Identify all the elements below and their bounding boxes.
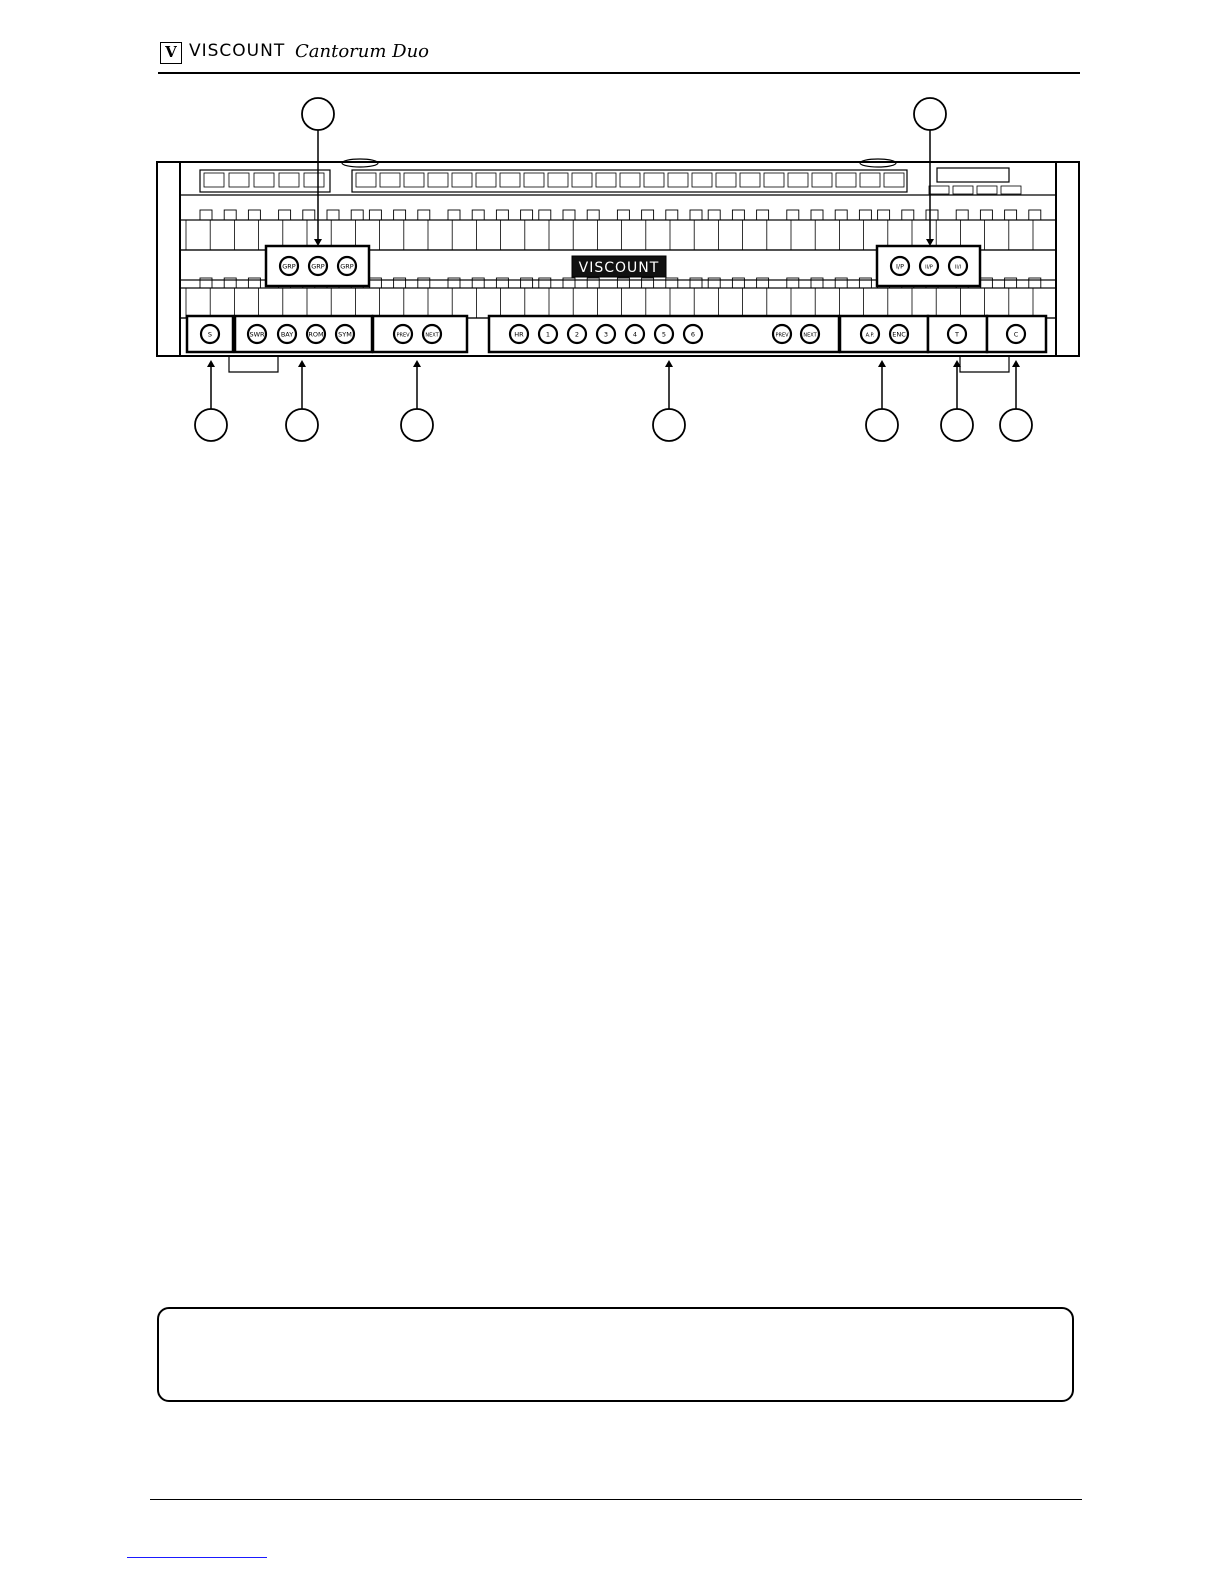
piston-label: 5 [661, 330, 667, 339]
callout-circle [1000, 409, 1032, 441]
brand-name: VISCOUNT [189, 41, 286, 61]
black-key [811, 210, 823, 220]
piston-button [278, 325, 296, 343]
usb-port [977, 186, 997, 194]
piston-button [423, 325, 441, 343]
piston-button [307, 325, 325, 343]
usb-port [929, 186, 949, 194]
piston-button [336, 325, 354, 343]
callout [401, 360, 433, 441]
piston-button [280, 257, 298, 275]
callout-arrowhead [413, 360, 421, 367]
right-foot [960, 356, 1009, 372]
upper-right-piston-group [877, 246, 980, 286]
note-box [157, 1307, 1074, 1402]
callout-arrowhead [878, 360, 886, 367]
piston-label: HR [514, 330, 524, 339]
top-stop-tab [644, 173, 664, 187]
callout-circle [914, 98, 946, 130]
piston-label: PREV [775, 332, 789, 339]
black-key [303, 210, 315, 220]
piston-label: 4 [632, 330, 638, 339]
top-stop-tab [596, 173, 616, 187]
callout [286, 360, 318, 441]
black-key [448, 210, 460, 220]
piston-button [920, 257, 938, 275]
piston-label: NEXT [803, 332, 817, 339]
black-key [617, 210, 629, 220]
top-stop-tab [572, 173, 592, 187]
model-name: Cantorum Duo [295, 41, 430, 62]
black-key [787, 210, 799, 220]
top-stop-tab [428, 173, 448, 187]
piston-button [597, 325, 615, 343]
piston-button [1007, 325, 1025, 343]
piston-button [655, 325, 673, 343]
black-key [1005, 210, 1017, 220]
top-stop-tab [404, 173, 424, 187]
piston-label: II/P [925, 264, 933, 271]
top-stop-tab [860, 173, 880, 187]
black-key [926, 210, 938, 220]
top-stop-tab [788, 173, 808, 187]
piston-button [539, 325, 557, 343]
callout-circle [653, 409, 685, 441]
upper-left-piston-group [266, 246, 369, 286]
top-stop-tab [716, 173, 736, 187]
top-stop-tab [764, 173, 784, 187]
top-stop-tab [229, 173, 249, 187]
top-stop-tab [380, 173, 400, 187]
black-key [902, 210, 914, 220]
piston-label: I/P [895, 262, 905, 271]
callout-circle [286, 409, 318, 441]
black-key [496, 210, 508, 220]
piston-button [861, 325, 879, 343]
black-key [248, 210, 260, 220]
left-foot [229, 356, 278, 372]
footer-rule [150, 1499, 1082, 1500]
callout-circle [195, 409, 227, 441]
lower-piston-box [373, 316, 467, 352]
black-key [351, 210, 363, 220]
piston-button [890, 325, 908, 343]
piston-label: NEXT [425, 332, 439, 339]
black-key [521, 210, 533, 220]
piston-label: 1 [545, 330, 551, 339]
black-key [279, 210, 291, 220]
piston-button [801, 325, 819, 343]
piston-button [568, 325, 586, 343]
top-stop-tab [452, 173, 472, 187]
callout [195, 360, 227, 441]
callout-circle [941, 409, 973, 441]
black-key [327, 210, 339, 220]
piston-label: SWR [249, 330, 265, 339]
piston-button [684, 325, 702, 343]
piston-button [201, 325, 219, 343]
black-key [539, 210, 551, 220]
black-key [980, 210, 992, 220]
lower-manual [180, 288, 1056, 318]
usb-port [953, 186, 973, 194]
top-stop-tab [500, 173, 520, 187]
piston-button [338, 257, 356, 275]
top-stop-tab [620, 173, 640, 187]
piston-button [773, 325, 791, 343]
top-stop-tab [548, 173, 568, 187]
callout-arrowhead [1012, 360, 1020, 367]
black-key [642, 210, 654, 220]
console-diagram [0, 0, 1225, 460]
piston-button [394, 325, 412, 343]
piston-label: 2 [574, 330, 580, 339]
lower-piston-groups [187, 316, 1046, 352]
callout-arrowhead [207, 360, 215, 367]
black-key [708, 210, 720, 220]
black-key [956, 210, 968, 220]
top-stop-tab [279, 173, 299, 187]
top-stop-tab [884, 173, 904, 187]
black-key [587, 210, 599, 220]
black-key [1029, 210, 1041, 220]
top-stop-tab [356, 173, 376, 187]
piston-label: GRP [340, 262, 354, 271]
black-key [563, 210, 575, 220]
callout [866, 360, 898, 441]
top-stop-tab [254, 173, 274, 187]
piston-label: S [207, 330, 213, 339]
top-stop-tab [740, 173, 760, 187]
piston-button [309, 257, 327, 275]
piston-label: 6 [690, 330, 696, 339]
piston-button [949, 257, 967, 275]
top-right-display [937, 168, 1009, 182]
piston-label: C [1013, 330, 1019, 339]
top-stop-tab [204, 173, 224, 187]
usb-port [1001, 186, 1021, 194]
top-stop-tab [304, 173, 324, 187]
piston-label: BAY [280, 330, 294, 339]
piston-label: ENC [892, 330, 906, 339]
black-key [878, 210, 890, 220]
piston-label: SYM [338, 330, 352, 339]
top-stop-tab [524, 173, 544, 187]
black-key [666, 210, 678, 220]
piston-label: T [955, 330, 959, 339]
top-stop-tab [692, 173, 712, 187]
black-key [732, 210, 744, 220]
piston-label: A.P. [865, 332, 875, 339]
piston-button [626, 325, 644, 343]
piston-button [248, 325, 266, 343]
callout-circle [866, 409, 898, 441]
top-stop-tab [836, 173, 856, 187]
callout [914, 98, 946, 246]
top-stop-tab [476, 173, 496, 187]
black-key [200, 210, 212, 220]
callout-arrowhead [665, 360, 673, 367]
left-cheek [157, 162, 180, 356]
right-cheek [1056, 162, 1079, 356]
black-key [224, 210, 236, 220]
piston-label: II/I [954, 264, 962, 271]
callout-circle [401, 409, 433, 441]
black-key [835, 210, 847, 220]
top-stop-tab [812, 173, 832, 187]
viscount-logo-icon: V [160, 42, 182, 64]
footer-link-underline [127, 1557, 267, 1558]
black-key [472, 210, 484, 220]
callout [653, 360, 685, 441]
callout-arrowhead [298, 360, 306, 367]
console-nameplate: VISCOUNT [578, 260, 660, 276]
black-key [369, 210, 381, 220]
callout-circle [302, 98, 334, 130]
black-key [690, 210, 702, 220]
piston-label: GRP [311, 262, 325, 271]
piston-button [948, 325, 966, 343]
black-key [859, 210, 871, 220]
black-key [394, 210, 406, 220]
piston-label: PREV [396, 332, 410, 339]
top-stop-tab [668, 173, 688, 187]
piston-label: GRP [282, 262, 296, 271]
piston-button [891, 257, 909, 275]
black-key [757, 210, 769, 220]
piston-label: 3 [603, 330, 609, 339]
piston-button [510, 325, 528, 343]
piston-label: ROM [308, 330, 324, 339]
lower-piston-box [840, 316, 928, 352]
black-key [418, 210, 430, 220]
